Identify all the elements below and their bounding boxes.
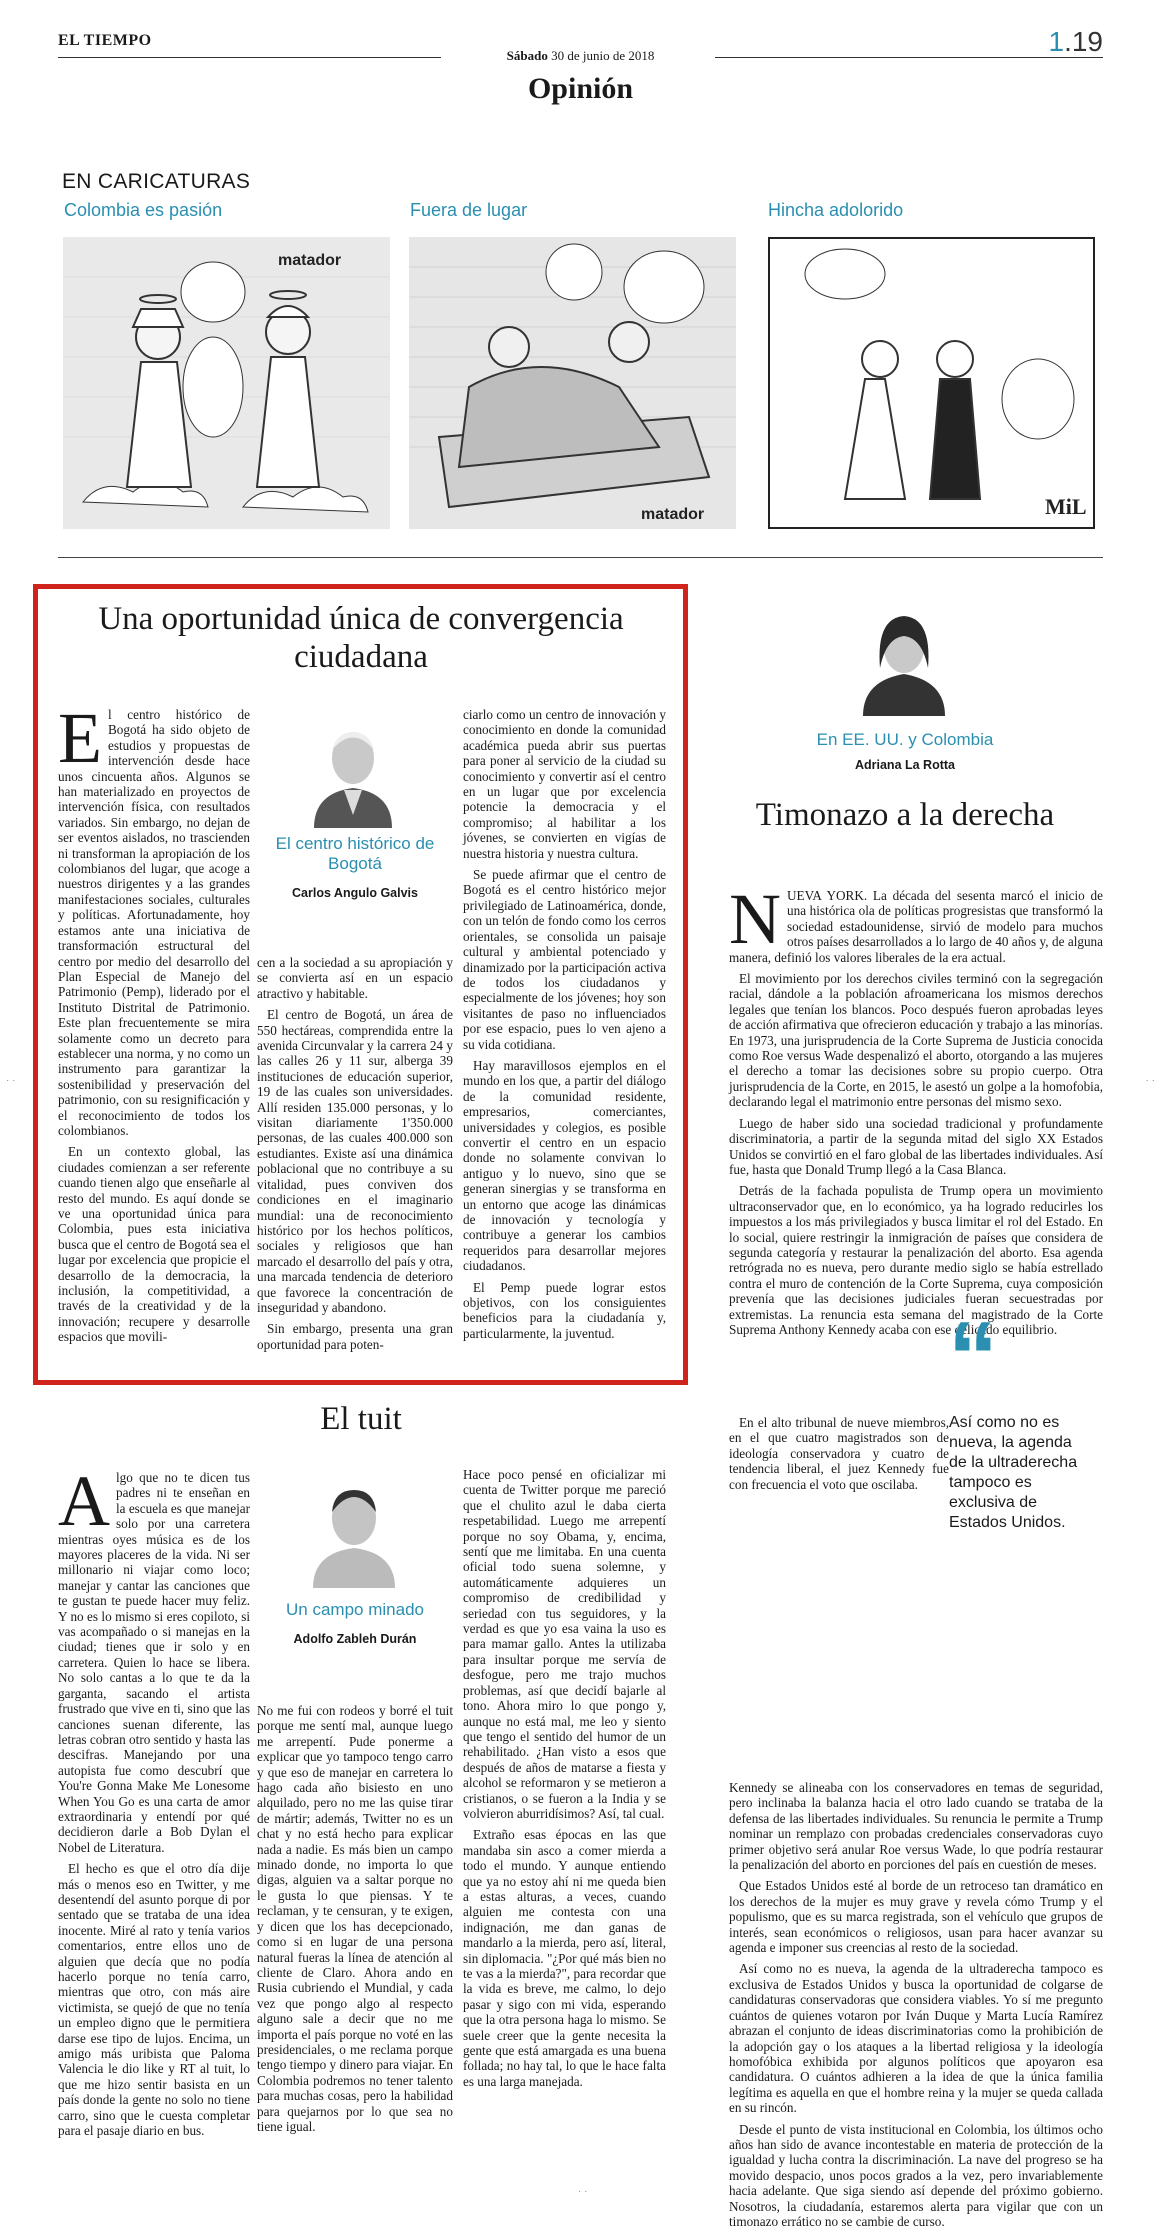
article1-paragraph: ciarlo como un centro de innovación y conocimiento en donde la comunidad académica pueda abrir sus puertas para poner al servicio de la ciudad su conocimiento y convertir así el centro en un lugar que por excelencia potencie la democracia y el compromiso; al habilitar a los jóvenes, se convierten en vigías de nuestra historia y nuestra cultura. (463, 707, 666, 861)
article1-column-2 (257, 955, 453, 1358)
article3-paragraph: Kennedy se alineaba con los conservadores en temas de seguridad, pero inclinaba la balanza hacia el otro lado cuando se trataba de la defensa de las libertades individuales. Su renuncia le permite a Trump nominar un remplazo con probadas credenciales conservadoras cuyo primer objetivo será anular Roe versus Wade, lo que podría restaurar la penalización del aborto en porciones del país en cuestión de meses. (729, 1780, 1103, 1873)
article3-paragraph: Desde el punto de vista institucional en Colombia, los últimos ocho años han sido de avance incontestable en materia de protección de la igualdad y lucha contra la discriminación. La nave del progreso se ha movido despacio, unos pocos grados a la vez, pero invariablemente hacia adelante. Que siga siendo así depende del próximo gobierno. Nosotros, la ciudadanía, estaremos alerta para vigilar que con un timonazo errático no se cambie de curso. (729, 2121, 1103, 2229)
page-number (1048, 26, 1103, 58)
article2-paragraph: Hace poco pensé en oficializar mi cuenta de Twitter porque me pareció que el chulito azul le daba cierta respetabilidad. Luego me arrepentí porque no soy Obama, y, encima, sentí que me limitaba. En una cuenta oficial todo suena solemne, y automáticamente adquieres un compromiso de credibilidad y seriedad con tus seguidores, y la verdad es que yo esa vaina la uso es para mamar gallo. Antes la utilizaba para insultar porque me servía de desfogue, pero me trajo muchos problemas, así que decidí bajarle al tono. Ahora miro lo que pongo y, aunque no está mal, me leo y siento que tengo el sentido del humor de un rehabilitado. ¿Han visto a esos que después de años de matarse a fiesta y alcohol se reformaron y se metieron a cristianos, o se fueron a la India y se volvieron aburridísimos? Así, tal cual. (463, 1467, 666, 1821)
article2-dropcap: A (58, 1461, 110, 1541)
article3-column-2 (729, 1415, 949, 1498)
page-section: 1 (1048, 26, 1065, 57)
author-photo-carlos-angulo (304, 710, 402, 828)
crop-mark-right: · · (1145, 1075, 1155, 1086)
cartoon-1-drawing (63, 237, 390, 529)
article1-byline: Carlos Angulo Galvis (292, 886, 418, 900)
article3-column-1 (729, 879, 1103, 1343)
cartoon-title-2: Fuera de lugar (410, 200, 528, 220)
crop-mark-bottom: · · (578, 2186, 588, 2197)
cartoon-2-signature: matador (641, 506, 705, 523)
cartoon-hincha-adolorido (768, 237, 1095, 529)
article2-column-2 (257, 1703, 453, 2140)
section-divider (58, 557, 1103, 558)
article3-paragraph: Que Estados Unidos esté al borde de un retroceso tan dramático en los derechos de la mujer es muy grave y revela cómo Trump y el populismo, que es su marca registrada, son el vehículo que grupos de interés, sean económicos o religiosos, usan para hacer avanzar su agenda e imponer sus creencias al resto de la sociedad. (729, 1878, 1103, 1956)
cartoon-2-drawing (409, 237, 736, 529)
article1-paragraph: Hay maravillosos ejemplos en el mundo en los que, a partir del diálogo de la comunidad residente, empresarios, comerciantes, universidades y colegios, es posible convertir el centro en un espacio donde no solamente convivan lo antiguo y lo nuevo, sino que se generan sinergias y se transforma en un entorno que acoge las dinámicas de innovación y tecnología y contribuye a generar los cambios requeridos para desarrollar mejores ciudadanos. (463, 1057, 666, 1274)
article3-paragraph: UEVA YORK. La década del sesenta marcó el inicio de una histórica ola de políticas progresistas que transformó la sociedad estadounidense, sirvió de modelo para muchos otros países desarrollados a lo largo de 40 años y, de alguna manera, definió los valores liberales de la era actual. (729, 888, 1103, 965)
article1-paragraph: cen a la sociedad a su apropiación y se convierta así en un espacio atractivo y habitable. (257, 955, 453, 1001)
article3-paragraph: El movimiento por los derechos civiles terminó con la segregación racial, dándole a la población afroamericana los mismos derechos legales que tenían los blancos. Poco después fueron aprobadas leyes de acción afirmativa que ofrecieron educación y trabajo a las minorías. En 1973, una jurisprudencia de la Corte Suprema de Justicia conocida como Roe versus Wade despenalizó el aborto, otorgando a las mujeres el derecho a tomar las decisiones sobre su propio cuerpo. Otra jurisprudencia de la Corte, en 2015, le asestó un golpe a la homofobia, declarando legal el matrimonio entre personas del mismo sexo. (729, 971, 1103, 1110)
dateline-date: 30 de junio de 2018 (551, 48, 655, 63)
article1-column-1 (58, 698, 250, 1351)
article1-column-3 (463, 707, 666, 1347)
article2-paragraph: Extraño esas épocas en las que mandaba sin asco a comer mierda a todo el mundo. Y aunque entiendo que ya no estoy ahí ni me queda bien a estas alturas, a veces, cuando alguien me contesta con una indignación, me dan ganas de mandarlo a la mierda, pero así, literal, sin diplomacia. "¿Por qué más bien no te vas a la mierda?", para recordar que la vida es breve, me calmo, lo dejo pasar y sigo con mi vida, esperando que la otra persona haga lo mismo. Se suele creer que la gente necesita la gente que está amargada es una buena follada; no hay tal, lo que le hace falta es una larga manejada. (463, 1827, 666, 2089)
article3-title: Timonazo a la derecha (755, 797, 1055, 833)
article2-caption: Un campo minado (286, 1600, 424, 1619)
author-photo-adolfo-zableh (305, 1470, 403, 1588)
article3-paragraph: En el alto tribunal de nueve miembros, en el que cuatro magistrados son de ideología conservadora y cuatro de tendencia liberal, el juez Kennedy fue con frecuencia el voto que oscilaba. (729, 1415, 949, 1492)
cartoon-1-signature: matador (278, 252, 342, 269)
article3-byline: Adriana La Rotta (854, 758, 955, 772)
cartoon-3-drawing (770, 239, 1093, 527)
cartoon-fuera-de-lugar (409, 237, 736, 529)
dateline (0, 48, 1161, 64)
article1-caption: El centro histórico de Bogotá (275, 834, 435, 873)
masthead: EL TIEMPO (58, 32, 152, 49)
pull-quote: Así como no es nueva, la agenda de la ultraderecha tampoco es exclusiva de Estados Unidos. (949, 1414, 1078, 1531)
page-number-value: .19 (1064, 26, 1103, 57)
cartoons-heading: EN CARICATURAS (62, 170, 251, 193)
article1-paragraph: El Pemp puede lograr estos objetivos, con los consiguientes beneficios para la ciudadanía y, particularmente, la juventud. (463, 1279, 666, 1341)
article3-dropcap: N (729, 879, 781, 959)
article2-column-3 (463, 1467, 666, 2095)
cartoon-title-1: Colombia es pasión (64, 200, 223, 220)
article2-paragraph: No me fui con rodeos y borré el tuit porque me sentí mal, aunque luego me arrepentí. Pude ponerme a explicar que yo tampoco tengo carro y que eso de manejar en carretera lo hago cada año bisiesto en uno alquilado, pero no me las quise tirar de mártir; además, Twitter no es un chat y no está hecho para explicar nada a nadie. Es más bien un campo minado donde, no importa lo que digas, alguien va a saltar porque no le gusta lo que piensas. Y te reclaman, y te censuran, y te exigen, y dicen que los has decepcionado, como si en lugar de una persona natural fueras la línea de atención al cliente de Claro. Ahora ando en Rusia cubriendo el Mundial, y cada vez que pongo algo al respecto alguno sale a decir que no me importa el país porque no voté en las presidenciales, o me reclama porque tengo tiempo y dinero para viajar. En Colombia podremos no tener talento para muchas cosas, pero la habilidad para quejarnos por lo que sea no tiene igual. (257, 1703, 453, 2134)
article1-paragraph: En un contexto global, las ciudades comienzan a ser referente cuando tienen algo que enseñarle al resto del mundo. Es aquí donde se ve una oportunidad única para Colombia, pues esta iniciativa busca que el centro de Bogotá sea el lugar por excelencia que propicie el desarrollo de la democracia, la inclusión, la competitividad, a través de la creatividad y de la innovación; recupere y desarrolle espacios que movili- (58, 1144, 250, 1345)
article3-caption: En EE. UU. y Colombia (816, 730, 994, 749)
cartoon-3-signature: MiL (1045, 494, 1087, 519)
article1-paragraph: l centro histórico de Bogotá ha sido objeto de estudios y propuestas de intervención desde hace unos cincuenta años. Algunos se han materializado en proyectos de intervención física, con resultados variados. Sin embargo, no dejan de ser eventos aislados, no trascienden ni transforman la apropiación de los colombianos del lugar, que acoge a nuestros dirigentes y a las grandes manifestaciones sociales, culturales y políticas. Afortunadamente, hoy estamos ante una iniciativa de transformación estructural del centro por medio del desarrollo del Plan Especial de Manejo del Patrimonio (Pemp), liderado por el Instituto Distrital de Patrimonio. Este plan frecuentemente se mira solamente como un decreto para establecer una norma, y no como un instrumento para garantizar la sostenibilidad y preservación del patrimonio, con su resignificación y el reconocimiento de todos los colombianos. (58, 707, 250, 1138)
article3-paragraph: Así como no es nueva, la agenda de la ultraderecha tampoco es exclusiva de Estados Unidos y busca la oportunidad de colgarse de candidaturas conservadoras que considera viables. Yo sí me pregunto cuántos de quienes votaron por Iván Duque y Marta Lucía Ramírez abrazan el conjunto de ideas discriminatorias como la prohibición de la adopción gay o los ataques a la libertad religiosa y la ideología homofóbica exhibida por algunos políticos que apoyaron esa candidatura. O cuántos adhieren a la idea de que la única familia legítima es aquella en que el hombre reina y la mujer se queda callada en su rincón. (729, 1961, 1103, 2116)
article3-paragraph: Detrás de la fachada populista de Trump opera un movimiento ultraconservador que, en lo económico, ya ha logrado reducirles los impuestos a los más privilegiados y busca limitar el rol del Estado. En lo social, quiere restringir la inmigración de países que considera de segunda categoría y restaurar la penalización del aborto. Esa agenda retrógrada no es nueva, pero durante medio siglo se había estrellado contra el muro de contención de la Corte Suprema, cuya composición prevenía que las decisiones judiciales fueran secuestradas por extremistas. La renuncia esta semana del magistrado de la Corte Suprema Anthony Kennedy acaba con ese delicado equilibrio. (729, 1183, 1103, 1337)
article2-byline: Adolfo Zableh Durán (293, 1632, 417, 1646)
author-photo-adriana-la-rotta (855, 598, 953, 716)
article2-paragraph: El hecho es que el otro día dije más o menos eso en Twitter, y me desentendí del asunto porque di por sentado que se trataba de una idea inocente. Miré al rato y tenía varios comentarios, entre ellos uno de alguien que decía que no podía hacerlo porque no tenía carro, mientras que otro, con más aire victimista, se quejó de que no tenía un empleo digno que le permitiera darse ese tipo de lujos. Encima, un amigo más uribista que Paloma Valencia le dio like y RT al tuit, lo que me hizo sentir basista en un país donde la gente no solo no tiene carro, sino que le cuesta completar para el pasaje diario en bus. (58, 1861, 250, 2139)
article1-paragraph: Sin embargo, presenta una gran oportunidad para poten- (257, 1321, 453, 1352)
article2-paragraph: lgo que no te dicen tus padres ni te enseñan en la escuela es que manejar solo por una carretera mientras oyes música es de los mayores placeres de la vida. Ni ser millonario ni viajar como loco; manejar y cantar las canciones que te gustan te puede hacer muy feliz. Y no es lo mismo si eres copiloto, si vas acompañado o si manejas en la ciudad; tienes que ir solo y en carretera. Quien lo hace se libera. No solo cantas a lo que te da la garganta, sacando el artista frustrado que vive en ti, sino que las canciones suenan diferente, las letras cobran otro sentido y hasta las descifras. Manejando por una autopista fue como descubrí que You're Gonna Make Me Lonesome When You Go es una carta de amor extraordinaria y entendí por qué decidieron darle a Bob Dylan el Nobel de Literatura. (58, 1470, 250, 1855)
quote-icon: “ (948, 1301, 998, 1413)
article1-dropcap: E (58, 698, 102, 778)
article1-title: Una oportunidad única de convergencia ciudadana (98, 601, 624, 675)
article3-paragraph: Luego de haber sido una sociedad tradicional y profundamente discriminatoria, a partir de la segunda mitad del siglo XX Estados Unidos se convirtió en el faro global de las libertades individuales. Así fue, hasta que Donald Trump llegó a la Casa Blanca. (729, 1115, 1103, 1177)
article1-paragraph: El centro de Bogotá, un área de 550 hectáreas, comprendida entre la avenida Circunvalar y la carrera 24 y las calles 26 y 11 sur, alberga 39 instituciones de educación superior, 19 de las cuales son universidades. Allí residen 135.000 personas, y lo visitan diariamente 1'350.000 personas, de las cuales 400.000 son estudiantes. Existe así una dinámica poblacional que no contribuye a su vitalidad, pues conviven dos condiciones en el imaginario mundial: una de reconocimiento histórico por los hechos políticos, sociales y religiosos que han marcado el desarrollo del país y otra, una marcada tendencia de deterioro que favorece la concentración de inseguridad y abandono. (257, 1007, 453, 1315)
cartoon-colombia-es-pasion (63, 237, 390, 529)
article1-paragraph: Se puede afirmar que el centro de Bogotá es el centro histórico mejor privilegiado de Latinoamérica, donde, con un telón de fondo como los cerros orientales, se consolida un paisaje cultural y ambiental potenciado y dinamizado por la participación activa de todos los ciudadanos y especialmente de los jóvenes; hoy son visitantes de paso no influenciados por ese espacio, pues lo ven ajeno a su vida cotidiana. (463, 867, 666, 1052)
dateline-day: Sábado (506, 48, 548, 63)
article2-title: El tuit (320, 1401, 402, 1437)
article3-column-3 (729, 1780, 1103, 2235)
cartoon-title-3: Hincha adolorido (768, 200, 904, 220)
section-title: Opinión (527, 72, 634, 105)
crop-mark-left: · · (6, 1075, 16, 1086)
article2-column-1 (58, 1461, 250, 2144)
